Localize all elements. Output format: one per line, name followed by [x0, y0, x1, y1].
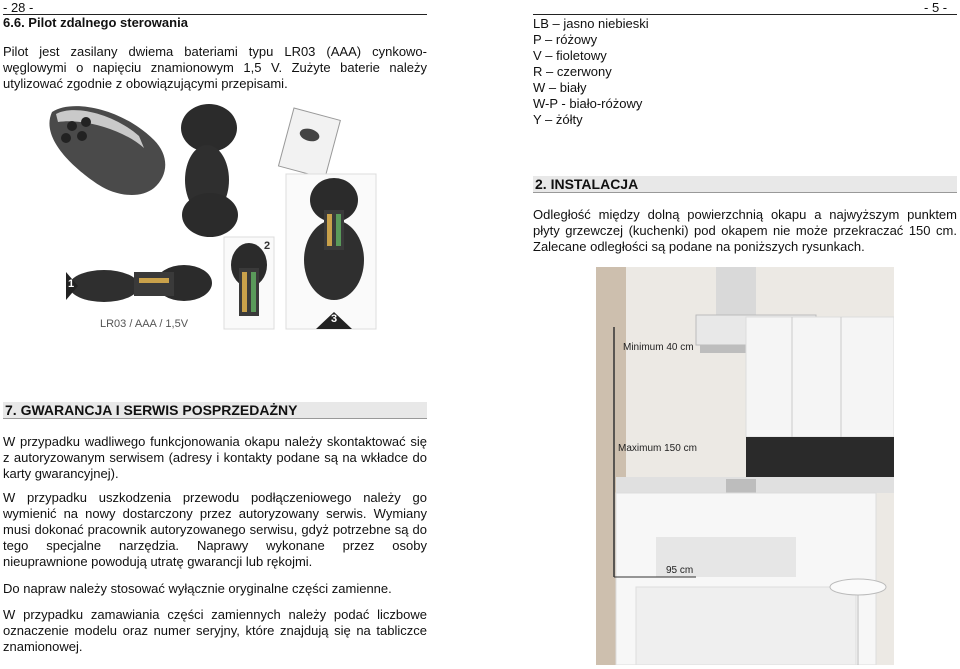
right-header-rule — [533, 14, 957, 15]
color-item: LB – jasno niebieski — [533, 16, 649, 31]
remote-figure — [44, 100, 384, 335]
step-2-label: 2 — [264, 240, 271, 252]
warranty-paragraph-4: W przypadku zamawiania części zamiennych należy podać liczbowe oznaczenie modelu oraz numer seryjny, które znajdują się na tabliczce znamionowej. — [3, 607, 427, 654]
right-page-number: - 5 - — [924, 0, 948, 15]
width-label: 95 cm — [666, 565, 694, 576]
warranty-paragraph-1: W przypadku wadliwego funkcjonowania okapu należy skontaktować się z autoryzowanym serwisem (adresy i kontakty podane są na wkładce do karty gwarancyjnej). — [3, 434, 427, 481]
remote-paragraph: Pilot jest zasilany dwiema bateriami typu LR03 (AAA) cynkowo-węglowymi o napięciu znamionowym 1,5 V. Zużyte baterie należy utylizować zgodnie z obowiązującymi przepisami. — [3, 44, 427, 91]
warranty-heading: 7. GWARANCJA I SERWIS POSPRZEDAŻNY — [3, 402, 427, 419]
min-distance-label: Minimum 40 cm — [623, 342, 694, 353]
max-distance-label: Maximum 150 cm — [618, 443, 697, 454]
color-item: Y – żółty — [533, 112, 583, 127]
remote-illustration — [44, 100, 384, 335]
installation-heading: 2. INSTALACJA — [533, 176, 957, 193]
warranty-paragraph-2: W przypadku uszkodzenia przewodu podłączeniowego należy go wymienić na nowy dostarczony przez autoryzowany serwis. Wymiany musi dokonać pracownik autoryzowanego serwisu, gdyż potrzebne są do tego specjalne narzędzia. Naprawy wykonane przez osoby nieuprawnione powodują utratę gwarancji lub rękojmi. — [3, 490, 427, 569]
color-item: W-P - biało-różowy — [533, 96, 643, 111]
kitchen-illustration — [596, 267, 894, 665]
color-list — [533, 16, 649, 128]
color-item: W – biały — [533, 80, 587, 95]
step-1-label: 1 — [68, 278, 75, 290]
battery-label: LR03 / AAA / 1,5V — [100, 318, 189, 330]
color-item: P – różowy — [533, 32, 598, 47]
left-page-number: - 28 - — [3, 0, 34, 15]
installation-paragraph: Odległość między dolną powierzchnią okapu a najwyższym punktem płyty grzewczej (kuchenki) pod okapem nie może przekraczać 150 cm. Zalecane odległości są podane na poniższych rysunkach. — [533, 207, 957, 254]
step-3-label: 3 — [331, 313, 338, 325]
color-item: V – fioletowy — [533, 48, 607, 63]
remote-heading: 6.6. Pilot zdalnego sterowania — [3, 15, 188, 30]
color-item: R – czerwony — [533, 64, 612, 79]
kitchen-photo — [596, 267, 894, 665]
warranty-paragraph-3: Do napraw należy stosować wyłącznie oryginalne części zamienne. — [3, 581, 392, 596]
